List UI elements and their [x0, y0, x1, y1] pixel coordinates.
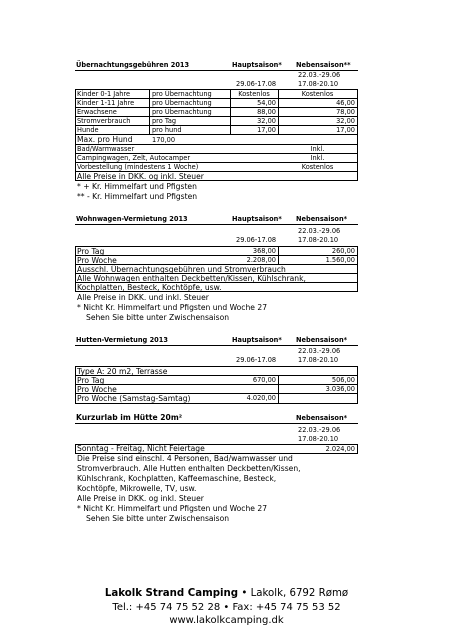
- hut-col-off: Nebensaison*: [296, 336, 348, 344]
- note: * + Kr. Himmelfart und Pfigsten: [77, 182, 197, 191]
- table-cell: 32,00: [336, 117, 355, 125]
- table-cell: pro Tag: [152, 117, 177, 125]
- caravan-col-main: Hauptsaison*: [232, 215, 282, 223]
- caravan-off-dates-2: 17.08-20.10: [298, 236, 339, 244]
- max-dog-value: 170,00: [152, 136, 176, 144]
- table-row: Pro Tag: [77, 247, 105, 256]
- table-cell: 368,00: [252, 247, 276, 255]
- table-cell: 670,00: [252, 376, 276, 384]
- caravan-main-dates: 29.06-17.08: [236, 236, 277, 244]
- caravan-line: Kochplatten, Besteck, Kochtöpfe, usw.: [77, 283, 222, 292]
- overnight-title: Übernachtungsgebühren 2013: [76, 61, 190, 69]
- hut-title: Hutten-Vermietung 2013: [76, 336, 168, 344]
- hut-off-dates-1: 22.03.-29.06: [298, 347, 341, 355]
- short-line: Die Preise sind einschl. 4 Personen, Bad/wamwasser und: [77, 454, 293, 463]
- footer-company-name: Lakolk Strand Camping: [104, 588, 239, 599]
- table-row: Pro Woche: [77, 385, 117, 394]
- table-row: Hunde: [77, 126, 99, 134]
- table-cell: 3.036,00: [325, 385, 355, 393]
- overnight-off-dates-1: 22.03.-29.06: [298, 71, 341, 79]
- hut-main-dates: 29.06-17.08: [236, 356, 277, 364]
- table-row: Sonntag - Freitag, Nicht Feiertage: [77, 444, 205, 453]
- overnight-main-dates: 29.06-17.08: [236, 80, 277, 88]
- table-cell: pro Übernachtung: [152, 90, 212, 98]
- table-cell: 2.208,00: [246, 256, 276, 264]
- note: ** - Kr. Himmelfart und Pfigsten: [77, 192, 198, 201]
- table-cell: 46,00: [336, 99, 355, 107]
- note: Sehen Sie bitte unter Zwischensaison: [86, 313, 230, 322]
- table-row: Erwachsene: [77, 108, 117, 116]
- table-row: Pro Tag: [77, 376, 105, 385]
- short-title: Kurzurlab im Hütte 20m²: [76, 413, 183, 422]
- overnight-col-off: Nebensaison**: [296, 61, 351, 69]
- caravan-col-off: Nebensaison*: [296, 215, 348, 223]
- footer-address-line: [0, 588, 453, 599]
- table-row: Pro Woche (Samstag-Samtag): [77, 394, 191, 403]
- extra-row: Campingwagen, Zelt, Autocamper: [77, 154, 191, 162]
- caravan-title: Wohnwagen-Vermietung 2013: [76, 215, 188, 223]
- max-dog-label: Max. pro Hund: [77, 135, 133, 144]
- table-cell: Kostenlos: [301, 90, 334, 98]
- table-row: Kinder 0-1 Jahre: [77, 90, 131, 98]
- table-cell: 54,00: [257, 99, 276, 107]
- short-line: Sehen Sie bitte unter Zwischensaison: [86, 514, 230, 523]
- table-cell: 4.020,00: [246, 394, 276, 402]
- note: Alle Preise in DKK. und inkl. Steuer: [77, 293, 209, 302]
- short-line: Kühlschrank, Kochplatten, Kaffeemaschine, Besteck,: [77, 474, 277, 483]
- table-cell: 17,00: [257, 126, 276, 134]
- table-cell: 32,00: [257, 117, 276, 125]
- table-cell: 88,00: [257, 108, 276, 116]
- caravan-off-dates-1: 22.03.-29.06: [298, 227, 341, 235]
- table-cell: 1.560,00: [325, 256, 355, 264]
- table-cell: 78,00: [336, 108, 355, 116]
- overnight-col-main: Hauptsaison*: [232, 61, 282, 69]
- table-row: Kinder 1-11 Jahre: [77, 99, 135, 107]
- table-row: Stromverbrauch: [77, 117, 131, 125]
- table-cell: Inkl.: [310, 154, 325, 162]
- short-line: Alle Preise in DKK. og inkl. Steuer: [77, 494, 204, 503]
- footer-address: Lakolk, 6792 Rømø: [250, 588, 349, 599]
- table-cell: Inkl.: [310, 145, 325, 153]
- short-line: * Nicht Kr. Himmelfart und Pfigsten und Woche 27: [77, 504, 268, 513]
- table-cell: Kostenlos: [301, 163, 334, 171]
- overnight-off-dates-2: 17.08-20.10: [298, 80, 339, 88]
- table-cell: Kostenlos: [238, 90, 270, 98]
- short-line: Kochtöpfe, Mikrowelle, TV, usw.: [77, 484, 197, 493]
- caravan-line: Ausschl. Übernachtungsgebühren und Stromverbrauch: [77, 265, 286, 274]
- footer-website-link[interactable]: www.lakolkcamping.dk: [169, 615, 284, 626]
- extra-row: Bad/Warmwasser: [77, 145, 135, 153]
- hut-off-dates-2: 17.08-20.10: [298, 356, 339, 364]
- table-row: Pro Woche: [77, 256, 117, 265]
- note: * Nicht Kr. Himmelfart und Pfigsten und Woche 27: [77, 303, 268, 312]
- table-cell: pro hund: [152, 126, 182, 134]
- short-col-off: Nebensaison*: [296, 414, 348, 422]
- caravan-line: Alle Wohnwagen enthalten Deckbetten/Kissen, Kühlschrank,: [77, 274, 306, 283]
- note: Alle Preise in DKK. og inkl. Steuer: [77, 172, 204, 181]
- table-cell: 260,00: [331, 247, 355, 255]
- table-cell: 17,00: [336, 126, 355, 134]
- table-cell: 506,00: [331, 376, 355, 384]
- extra-row: Vorbestellung (mindestens 1 Woche): [77, 163, 199, 171]
- table-cell: 2.024,00: [325, 445, 355, 453]
- hut-col-main: Hauptsaison*: [232, 336, 282, 344]
- short-line: Stromverbrauch. Alle Hutten enthalten Deckbetten/Kissen,: [77, 464, 301, 473]
- table-cell: pro Übernachtung: [152, 99, 212, 107]
- short-off-dates-2: 17.08-20.10: [298, 435, 339, 443]
- footer-contact: Tel.: +45 74 75 52 28 • Fax: +45 74 75 53 52: [112, 602, 341, 613]
- short-off-dates-1: 22.03.-29.06: [298, 426, 341, 434]
- table-cell: pro Übernachtung: [152, 108, 212, 116]
- footer-bullet: •: [241, 588, 248, 599]
- hut-type: Type A: 20 m2, Terrasse: [77, 367, 168, 376]
